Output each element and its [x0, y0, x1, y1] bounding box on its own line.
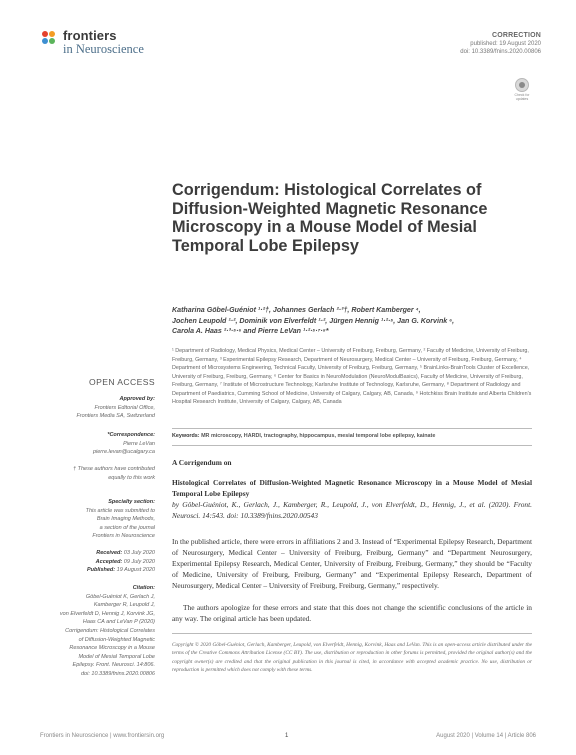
divider [172, 428, 532, 429]
author-line[interactable]: Carola A. Haas ²·³·⁵·⁶ and Pierre LeVan ¹·²·⁵·⁷·⁸* [172, 327, 329, 335]
affiliations: ¹ Department of Radiology, Medical Physics, Medical Center – University of Freiburg, Freiburg, Germany, ² Faculty of Medicine, University of Freiburg, Freiburg, Germany, ³ Experimental Epilepsy Research, Department of Neurosurgery, Medical Center – University of Freiburg, Freiburg, Germany, ⁴ Department of Microsystems Engineering, Technical Faculty, University of Freiburg, Freiburg, Germany, ⁵ BrainLinks-BrainTools Cluster of Excellence, University of Freiburg, Freiburg, Germany, ⁶ Center for Basics in NeuroModulation (NeuroModulBasics), Faculty of Medicine, University of Freiburg, Freiburg, Germany, ⁷ Institute of Microstructure Technology, Karlsruhe Institute of Technology, Karlsruhe, Germany, ⁸ Department of Radiology and Department of Paediatrics, Cumming School of Medicine, University of Calgary, Calgary, AB, Canada, ⁹ Hotchkiss Brain Institute and Alberta Children's Hospital Research Institute, University of Calgary, Calgary, AB, Canada [172, 348, 532, 405]
divider [172, 445, 532, 446]
author-line[interactable]: Jochen Leupold ¹·², Dominik von Elverfeldt ¹·², Jürgen Hennig ¹·²·⁵, Jan G. Korvink ⁶, [172, 316, 455, 325]
author-list [172, 305, 532, 337]
footer-issue-info: August 2020 | Volume 14 | Article 806 [436, 733, 536, 739]
logo-journal-name: in Neuroscience [63, 42, 144, 56]
page-number: 1 [285, 733, 289, 739]
body-paragraph-1: In the published article, there were errors in affiliations 2 and 3. Instead of “Experimental Epilepsy Research, Department of Neurosurgery, Medical Center – University of Freiburg, Freiburg, Germany” and “Department Neurosurgery, Experimental Epilepsy Research, Medical Center, University of Freiburg, Freiburg, Germany,” they should be “Faculty of Medicine, University of Freiburg, Freiburg, Germany” and “Experimental Epilepsy Research, Department of Neurosurgery, Medical Center – University of Freiburg, Freiburg, Germany,” respectively. [172, 537, 532, 590]
article-type: CORRECTION [491, 32, 541, 39]
correspondence: *Correspondence: Pierre LeVan pierre.levan@ucalgary.ca [40, 431, 155, 457]
check-for-updates-label: Check for updates [514, 93, 530, 101]
keywords [172, 433, 532, 439]
check-for-updates-icon [515, 78, 529, 92]
copyright-notice: Copyright © 2020 Göbel-Guéniot, Gerlach, Kamberger, Leupold, von Elverfeldt, Hennig, Korvink, Haas and LeVan. This is an open-access article distributed under the terms of the Creative Commons Attribution License (CC BY). The use, distribution or reproduction in other forums is permitted, provided the original author(s) and the copyright owner(s) are credited and that the original publication in this journal is cited, in accordance with accepted academic practice. No use, distribution or reproduction is permitted which does not comply with these terms. [172, 642, 532, 673]
body-paragraph-2: The authors apologize for these errors and state that this does not change the scientific conclusions of the article in any way. The original article has been updated. [172, 603, 532, 623]
section-heading: A Corrigendum on [172, 458, 232, 467]
article-meta-header [460, 32, 541, 56]
author-line[interactable]: Katharina Göbel-Guéniot ¹·²†, Johannes Gerlach ²·³†, Robert Kamberger ⁴, [172, 306, 421, 314]
article-title: Corrigendum: Histological Correlates of Diffusion-Weighted Magnetic Resonance Microscopy in a Mouse Model of Mesial Temporal Lobe Epilepsy [172, 181, 488, 255]
logo-wordmark: frontiers [63, 28, 117, 43]
citation-doi[interactable]: doi: 10.3389/fnins.2020.00806 [80, 670, 155, 677]
specialty-section: Specialty section: This article was submitted to Brain Imaging Methods, a section of the journal Frontiers in Neuroscience [85, 499, 155, 540]
footer-journal-link[interactable]: Frontiers in Neuroscience | www.frontiersin.org [40, 733, 165, 739]
approved-by: Approved by: Frontiers Editorial Office, Frontiers Media SA, Switzerland [76, 396, 155, 420]
frontiers-logo-icon [42, 31, 60, 49]
keywords-label: Keywords: [172, 433, 200, 439]
citation-block: Citation: Göbel-Guéniot K, Gerlach J, Kamberger R, Leupold J, von Elverfeldt D, Hennig J, Korvink JG, Haas CA and LeVan P (2020) Corrigendum: Histological Correlates of Diffusion-Weighted Magnetic Resonance Microscopy in a Mouse Model of Mesial Temporal Lobe Epilepsy. Front. Neurosci. 14:806. doi: 10.3389/fnins.2020.00806 [40, 584, 155, 679]
cited-article-title[interactable]: Histological Correlates of Diffusion-Weighted Magnetic Resonance Microscopy in a Mouse Model of Mesial Temporal Lobe Epilepsy [172, 478, 532, 498]
check-for-updates-badge[interactable] [511, 78, 533, 100]
published-date: published: 19 August 2020 [470, 41, 541, 47]
keywords-list: MR microscopy, HARDI, tractography, hippocampus, mesial temporal lobe epilepsy, kainate [201, 433, 436, 439]
divider [172, 633, 532, 634]
article-dates: Received: 03 July 2020 Accepted: 09 July 2020 Published: 19 August 2020 [87, 550, 155, 574]
open-access-label: OPEN ACCESS [88, 377, 155, 387]
article-doi[interactable]: doi: 10.3389/fnins.2020.00806 [460, 49, 541, 55]
correspondence-email[interactable]: pierre.levan@ucalgary.ca [92, 449, 155, 456]
equal-contribution-note: † These authors have contributed equally to this work [73, 466, 155, 481]
frontiers-logo[interactable] [42, 29, 182, 61]
cited-article-reference: by Göbel-Guéniot, K., Gerlach, J., Kamberger, R., Leupold, J., von Elverfeldt, D., Hennig, J., et al. (2020). Front. Neurosci. 14:543. doi: 10.3389/fnins.2020.00543 [172, 500, 532, 520]
